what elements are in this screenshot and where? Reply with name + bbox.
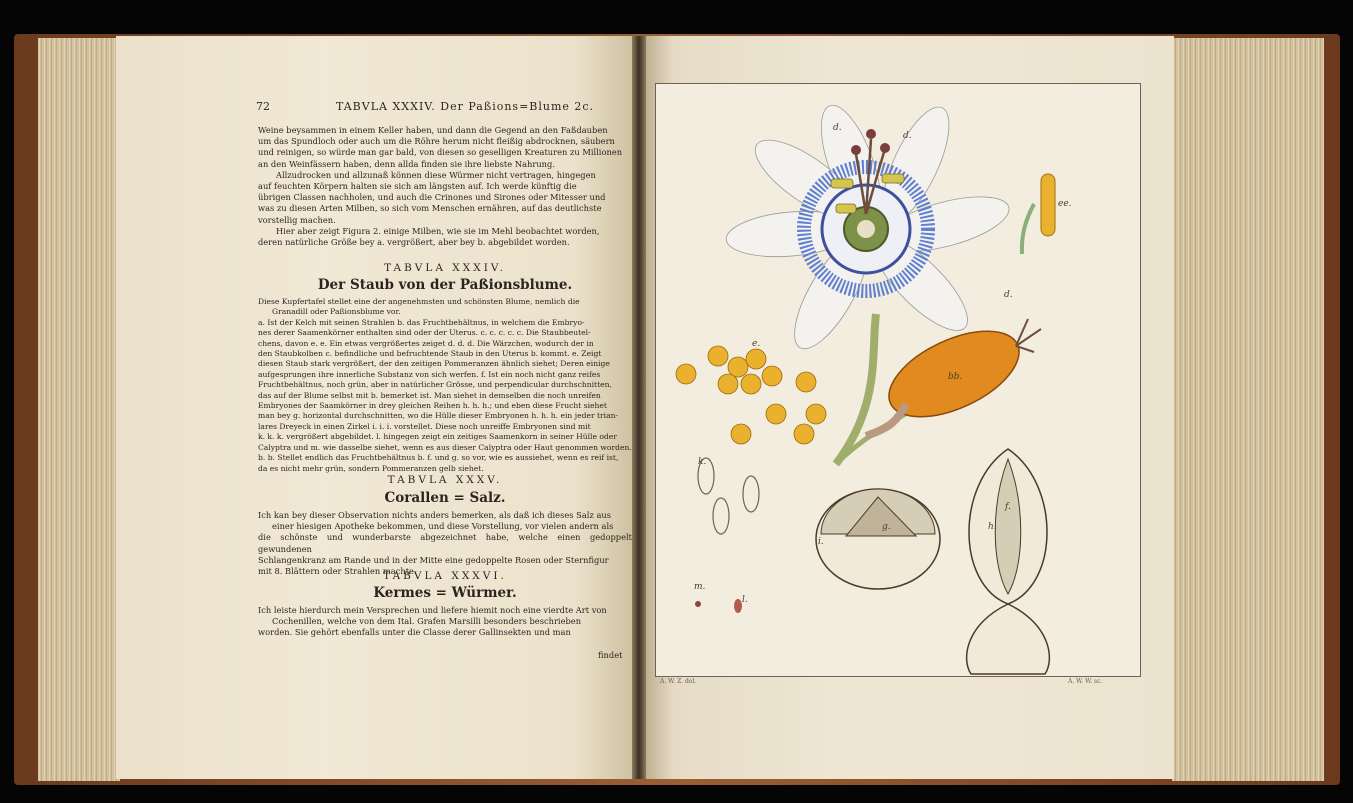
label-d1: d. <box>833 123 842 133</box>
tab36-title: Kermes = Würmer. <box>373 585 517 601</box>
text-line: Allzudrocken und allzunaß können diese Würmer nicht vertragen, hingegen <box>276 169 596 180</box>
ripe-seed <box>734 599 742 613</box>
text-line: an den Weinfässern haben, denn allda finden sie ihre liebste Nahrung. <box>258 158 555 169</box>
text-line: Weine beysammen in einem Keller haben, und dann die Gegend an den Faßdauben <box>258 125 608 135</box>
text-line: a. Ist der Kelch mit seinen Strahlen b. das Fruchtbehältnus, in welchem die Embryo- <box>258 317 585 327</box>
text-line: den Staubkolben c. befindliche und befruchtende Staub in den Uterus b. kommt. e. Zeigt <box>258 349 602 359</box>
text-line: aufgesprungen ihre innerliche Substanz von sich werfen. f. Ist ein noch nicht ganz reifes <box>258 369 601 379</box>
text-line: Schlangenkranz am Rande und in der Mitte eine gedoppelte Rosen oder Sternfigur <box>258 554 609 565</box>
text-line: Diese Kupfertafel stellet eine der angenehmsten und schönsten Blume, nemlich die <box>258 297 580 306</box>
text-line: Embryones der Saamkörner in drey gleichen Reihen h. h. h.; und eben diese Frucht siehet <box>258 401 607 411</box>
fruit-calyx <box>866 404 906 436</box>
text-line: vorstellig machen. <box>258 214 336 225</box>
text-line: Cochenillen, welche von dem Ital. Grafen Marsilli besonders beschrieben <box>272 616 582 627</box>
label-g: g. <box>882 522 891 532</box>
signature-right: A. W. W. sc. <box>1068 678 1103 685</box>
text-line: Calyptra und m. wie dasselbe siehet, wenn es aus dieser Calyptra oder Haut genommen worden. <box>258 442 632 452</box>
tab35-label: TABVLA XXXV. <box>387 474 503 486</box>
right-page-edges <box>1172 38 1324 781</box>
label-i: i. <box>818 537 824 547</box>
plate-frame <box>655 83 1141 677</box>
text-line: das auf der Blume selbst mit b. bemerket ist. Man siehet in demselben die noch unreifen <box>258 390 601 400</box>
text-line: übrigen Classen nachholen, und auch die Crinones und Sirones oder Mitesser und <box>258 192 606 203</box>
text-line: einer hiesigen Apotheke bekommen, und diese Vorstellung, vor vielen andern als <box>272 521 614 532</box>
tab35-paragraph <box>258 510 632 577</box>
text-line: da es nicht mehr grün, sondern Pommeranzen gelb siehet. <box>258 463 484 473</box>
text-line: k. k. k. vergrößert abgebildet. l. hingegen zeigt ein zeitiges Saamenkorn in seiner Hülle oder <box>258 432 617 442</box>
pollen-grains <box>676 346 826 444</box>
text-line: um das Spundloch oder auch um die Röhre herum nicht fleißig abdrocknen, säubern <box>258 136 615 147</box>
text-line: und reinigen, so würde man gar bald, von diesen so geselligen Kreaturen zu Millionen <box>258 147 623 158</box>
label-e: e. <box>752 339 761 349</box>
vertical-section-lower <box>967 604 1050 674</box>
flower-stem <box>836 314 876 464</box>
tab34-label: TABVLA XXXIV. <box>384 262 506 274</box>
text-line: b. b. Stellet endlich das Fruchtbehältnus b. f. und g. so vor, wie es aussiehet, wenn es reif ist, <box>258 453 619 463</box>
text-line: chens, davon e. e. Ein etwas vergrößertes zeiget d. d. d. Die Wärzchen, wodurch der in <box>258 338 594 348</box>
intro-paragraph <box>258 125 632 248</box>
text-line: Ich kan bey dieser Observation nichts anders bemerken, als daß ich dieses Salz aus <box>258 510 611 520</box>
label-ee: ee. <box>1058 199 1072 209</box>
left-page-edges <box>38 38 120 781</box>
label-m: m. <box>694 582 706 592</box>
passion-flower-illustration <box>656 84 1140 676</box>
text-line: Granadill oder Paßionsblume vor. <box>272 307 401 317</box>
text-line: man bey g. horizontal durchschnitten, wo die Hülle dieser Embryonen h. h. h. ein jeder trian- <box>258 411 619 421</box>
label-d3: d. <box>1004 290 1013 300</box>
text-line: Ich leiste hierdurch mein Versprechen und liefere hiemit noch eine vierdte Art von <box>258 605 607 615</box>
text-line: die schönste und wunderbarste abgezeichnet habe, welche einen gedoppelt gewundenen <box>258 532 632 554</box>
tab36-label: TABVLA XXXVI. <box>383 570 507 582</box>
label-bb: bb. <box>948 372 963 382</box>
label-k: k. <box>698 457 707 467</box>
enlarged-anther <box>1041 174 1055 236</box>
tab35-title: Corallen = Salz. <box>384 490 506 506</box>
label-h: h. <box>988 522 997 532</box>
seed-without-hull <box>695 601 701 607</box>
book-gutter <box>632 36 646 779</box>
unripe-seeds <box>698 458 759 534</box>
text-line: worden. Sie gehört ebenfalls unter die Classe derer Gallinsekten und man <box>258 627 571 638</box>
label-f: f. <box>1005 502 1011 512</box>
text-line: Fruchtbehältnus, noch grün, aber in natürlicher Grösse, und perpendicular durchschnitten, <box>258 380 612 390</box>
text-line: lares Dreyeck in einen Zirkel i. i. i. vorstellet. Diese noch unreiffe Embryonen sind mit <box>258 421 591 431</box>
tab36-paragraph <box>258 605 632 639</box>
text-line: mit 8. Blättern oder Strahlen machte. <box>258 566 417 577</box>
label-d2: d. <box>903 131 912 141</box>
signature-left: A. W. Z. del. <box>660 678 697 685</box>
text-line: auf feuchten Körpern halten sie sich am längsten auf. Ich werde künftig die <box>258 181 577 192</box>
label-l: l. <box>742 595 748 605</box>
tab34-title: Der Staub von der Paßionsblume. <box>317 277 573 293</box>
text-line: deren natürliche Größe bey a. vergrößert, aber bey b. abgebildet worden. <box>258 237 570 248</box>
fruit-stigmas <box>1016 319 1041 352</box>
text-line: Hier aber zeigt Figura 2. einige Milben, wie sie im Mehl beobachtet worden, <box>276 225 600 236</box>
running-head: TABVLA XXXIV. Der Paßions=Blume 2c. <box>336 100 595 113</box>
page-number: 72 <box>256 100 270 113</box>
tab34-paragraph <box>258 297 632 474</box>
text-line: was zu diesen Arten Milben, so sich vom Menschen ernähren, auf das deutlichste <box>258 203 602 214</box>
text-line: diesen Staub stark vergrößert, der den zeitigen Pommeranzen ähnlich siehet; Deren einige <box>258 359 610 369</box>
enlarged-stamen-filament <box>1022 204 1034 254</box>
text-line: nes derer Saamenkörner enthalten sind oder der Uterus. c. c. c. c. c. Die Staubbeutel- <box>258 328 591 338</box>
catchword: findet <box>598 650 623 660</box>
ovary-base <box>857 220 875 238</box>
